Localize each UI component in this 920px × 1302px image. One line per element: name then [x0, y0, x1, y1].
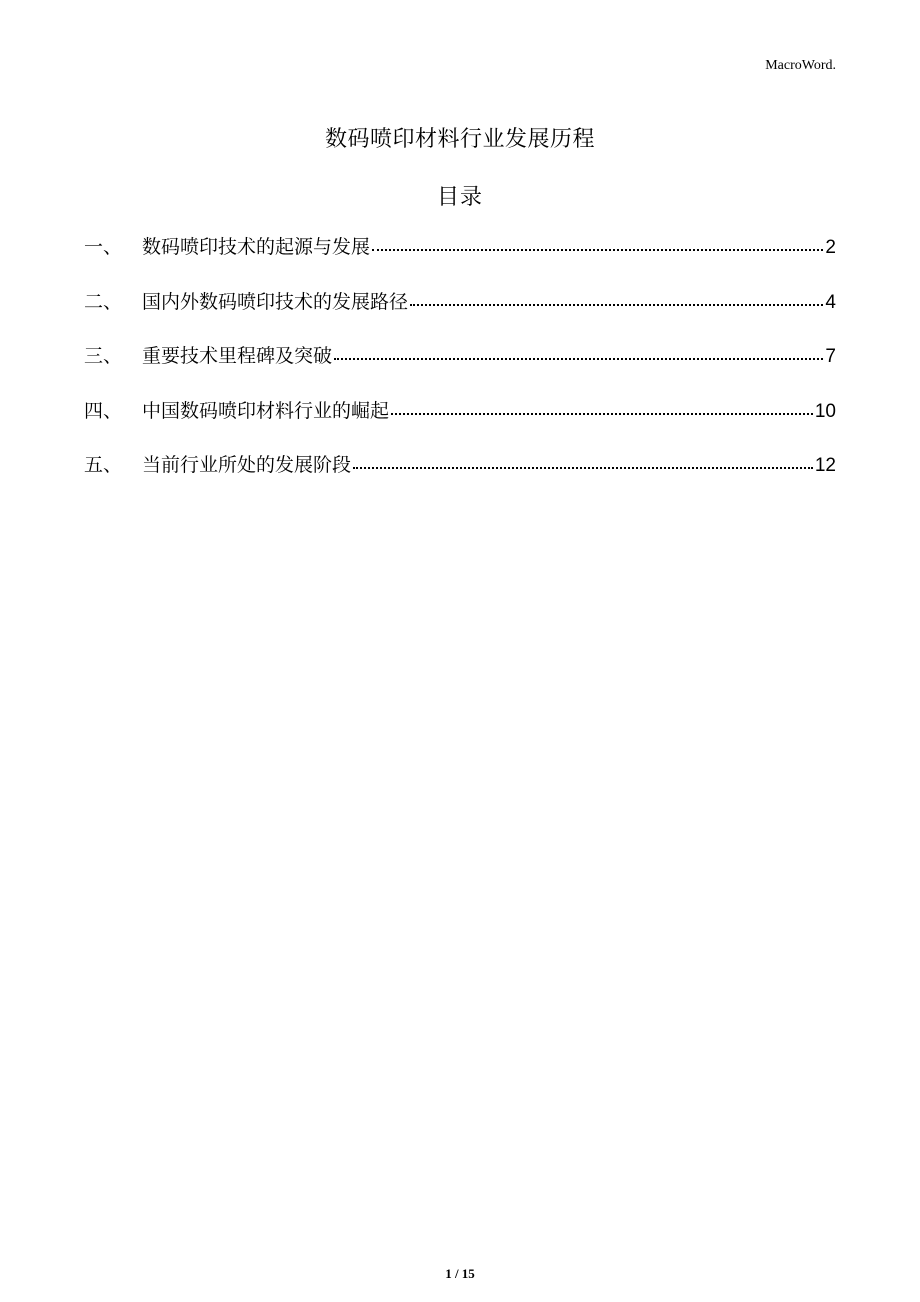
toc-entry-page[interactable]: 2	[825, 237, 836, 258]
toc-entry-title[interactable]: 国内外数码喷印技术的发展路径	[142, 290, 409, 313]
header-brand-mark: MacroWord.	[765, 58, 836, 73]
toc-heading: 目录	[436, 185, 483, 210]
toc-dot-leader	[410, 289, 823, 308]
toc-entry-2[interactable]	[84, 287, 836, 342]
toc-dot-leader	[372, 234, 823, 253]
toc-entry-4[interactable]	[84, 396, 836, 451]
page-number-footer: 1 / 15	[445, 1266, 475, 1281]
toc-entry-page[interactable]: 12	[814, 455, 836, 476]
table-of-contents	[84, 232, 836, 505]
toc-dot-leader	[334, 343, 823, 362]
toc-entry-title[interactable]: 当前行业所处的发展阶段	[142, 454, 352, 476]
toc-entry-1[interactable]	[84, 232, 836, 287]
toc-entry-page[interactable]: 10	[814, 400, 836, 422]
toc-entry-title[interactable]: 数码喷印技术的起源与发展	[142, 236, 371, 258]
toc-entry-number: 二、	[84, 290, 123, 313]
toc-entry-page[interactable]: 4	[825, 291, 836, 313]
toc-entry-page[interactable]: 7	[825, 346, 836, 367]
toc-entry-title[interactable]: 中国数码喷印材料行业的崛起	[142, 399, 390, 422]
toc-entry-number: 四、	[84, 399, 123, 422]
toc-entry-number: 一、	[84, 236, 123, 258]
document-title: 数码喷印材料行业发展历程	[324, 127, 595, 152]
toc-entry-number: 三、	[84, 345, 123, 367]
toc-entry-3[interactable]	[84, 341, 836, 396]
toc-dot-leader	[391, 398, 813, 417]
toc-dot-leader	[353, 452, 813, 471]
toc-entry-5[interactable]	[84, 450, 836, 505]
toc-entry-title[interactable]: 重要技术里程碑及突破	[142, 345, 333, 367]
toc-entry-number: 五、	[84, 454, 123, 476]
